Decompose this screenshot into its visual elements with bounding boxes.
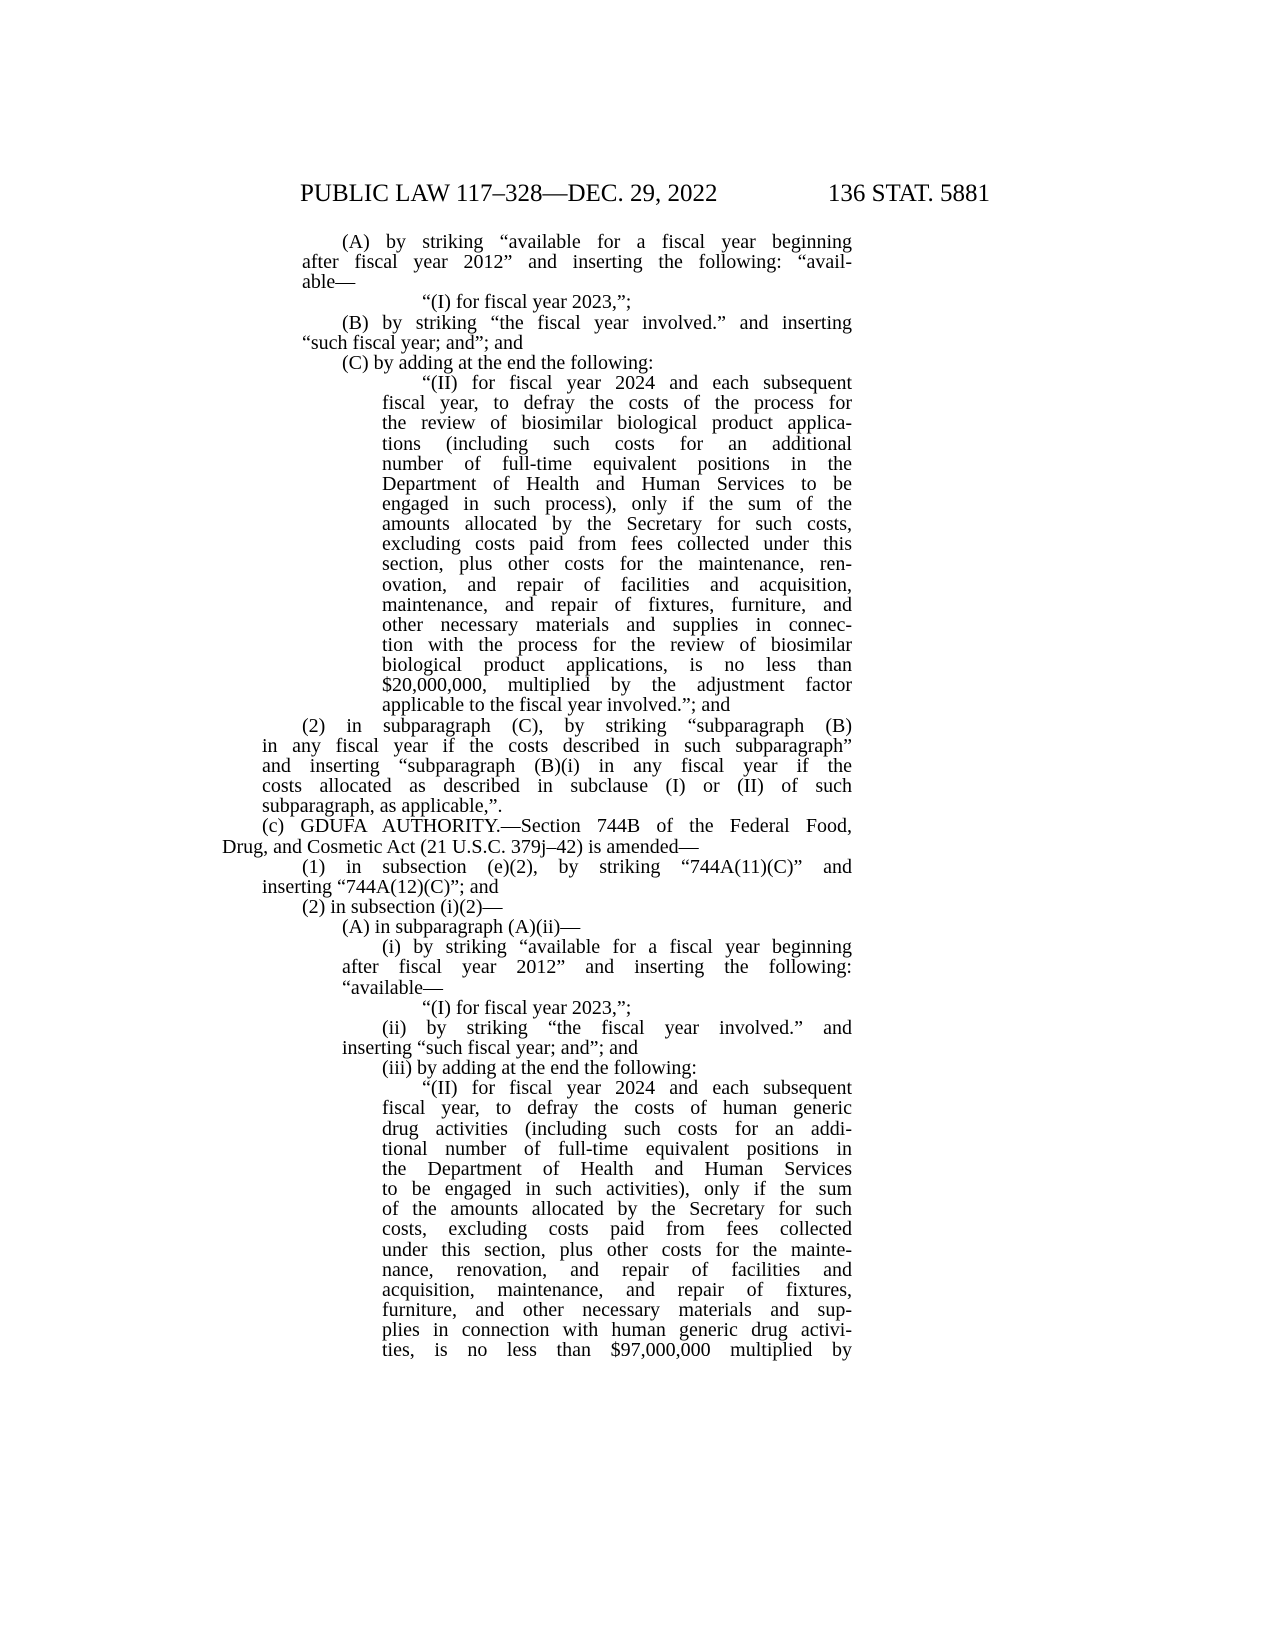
text-line: fiscal year, to defray the costs of human generic bbox=[382, 1097, 852, 1120]
text-line: “available— bbox=[342, 976, 444, 999]
text-line: (iii) by adding at the end the following: bbox=[382, 1057, 697, 1080]
text-line: tion with the process for the review of biosimilar bbox=[382, 634, 852, 656]
text-line: costs allocated as described in subclause (I) or (II) of such bbox=[262, 775, 852, 798]
text-line: inserting “such fiscal year; and”; and bbox=[342, 1037, 638, 1059]
text-line: tional number of full-time equivalent positions in bbox=[382, 1137, 852, 1160]
running-header-title: PUBLIC LAW 117–328—DEC. 29, 2022 bbox=[300, 180, 718, 207]
text-line: acquisition, maintenance, and repair of fixtures, bbox=[382, 1278, 852, 1301]
text-line: and inserting “subparagraph (B)(i) in any fiscal year if the bbox=[262, 754, 852, 777]
text-line: furniture, and other necessary materials and sup- bbox=[382, 1298, 852, 1321]
text-line: “(I) for fiscal year 2023,”; bbox=[422, 291, 632, 314]
text-line: the review of biosimilar biological product applica- bbox=[382, 412, 852, 435]
text-line: (A) by striking “available for a fiscal year beginning bbox=[342, 231, 852, 253]
text-line: “such fiscal year; and”; and bbox=[302, 331, 524, 354]
text-line: fiscal year, to defray the costs of the process for bbox=[382, 392, 852, 415]
text-line: “(II) for fiscal year 2024 and each subsequent bbox=[422, 1077, 852, 1100]
text-line: maintenance, and repair of fixtures, furniture, and bbox=[382, 593, 852, 616]
text-line: nance, renovation, and repair of facilities and bbox=[382, 1258, 852, 1281]
page-citation: 136 STAT. 5881 bbox=[827, 180, 990, 207]
text-line: excluding costs paid from fees collected under this bbox=[382, 533, 852, 556]
text-line: (c) GDUFA AUTHORITY.—Section 744B of the Federal Food, bbox=[262, 815, 852, 838]
text-line: after fiscal year 2012” and inserting the following: bbox=[342, 956, 852, 979]
text-line: $20,000,000, multiplied by the adjustment factor bbox=[382, 674, 852, 697]
text-line: the Department of Health and Human Services bbox=[382, 1157, 852, 1180]
text-line: “(II) for fiscal year 2024 and each subsequent bbox=[422, 372, 852, 395]
text-line: amounts allocated by the Secretary for such costs, bbox=[382, 513, 852, 536]
text-line: biological product applications, is no less than bbox=[382, 654, 852, 677]
text-line: inserting “744A(12)(C)”; and bbox=[262, 875, 499, 898]
text-line: after fiscal year 2012” and inserting the following: “avail- bbox=[302, 251, 852, 274]
text-line: applicable to the fiscal year involved.”; and bbox=[382, 694, 731, 717]
text-line: in any fiscal year if the costs described in such subparagraph” bbox=[262, 734, 852, 757]
text-line: “(I) for fiscal year 2023,”; bbox=[422, 996, 632, 1019]
text-line: ties, is no less than $97,000,000 multiplied by bbox=[382, 1339, 852, 1362]
text-line: section, plus other costs for the maintenance, ren- bbox=[382, 553, 852, 576]
text-line: to be engaged in such activities), only if the sum bbox=[382, 1178, 852, 1201]
text-line: tions (including such costs for an additional bbox=[382, 432, 852, 455]
text-line: plies in connection with human generic drug activi- bbox=[382, 1319, 852, 1342]
text-line: Drug, and Cosmetic Act (21 U.S.C. 379j–42) is amended— bbox=[222, 835, 699, 858]
text-line: (i) by striking “available for a fiscal year beginning bbox=[382, 936, 852, 959]
text-line: (B) by striking “the fiscal year involved.” and inserting bbox=[342, 311, 852, 334]
text-line: drug activities (including such costs for an addi- bbox=[382, 1117, 852, 1140]
text-line: costs, excluding costs paid from fees collected bbox=[382, 1218, 852, 1241]
text-line: engaged in such process), only if the sum of the bbox=[382, 492, 852, 515]
text-line: ovation, and repair of facilities and acquisition, bbox=[382, 573, 852, 596]
text-line: other necessary materials and supplies in connec- bbox=[382, 613, 852, 636]
text-line: (2) in subparagraph (C), by striking “subparagraph (B) bbox=[302, 714, 852, 737]
text-line: able— bbox=[302, 271, 356, 294]
text-line: under this section, plus other costs for the mainte- bbox=[382, 1238, 852, 1261]
text-line: (ii) by striking “the fiscal year involved.” and bbox=[382, 1016, 852, 1039]
text-line: (A) in subparagraph (A)(ii)— bbox=[342, 916, 581, 939]
text-line: number of full-time equivalent positions in the bbox=[382, 452, 852, 475]
text-line: of the amounts allocated by the Secretary for such bbox=[382, 1198, 852, 1221]
text-line: (C) by adding at the end the following: bbox=[342, 351, 654, 374]
text-line: Department of Health and Human Services to be bbox=[382, 472, 852, 495]
text-line: subparagraph, as applicable,”. bbox=[262, 795, 503, 818]
text-line: (2) in subsection (i)(2)— bbox=[302, 895, 503, 918]
text-line: (1) in subsection (e)(2), by striking “744A(11)(C)” and bbox=[302, 855, 852, 878]
